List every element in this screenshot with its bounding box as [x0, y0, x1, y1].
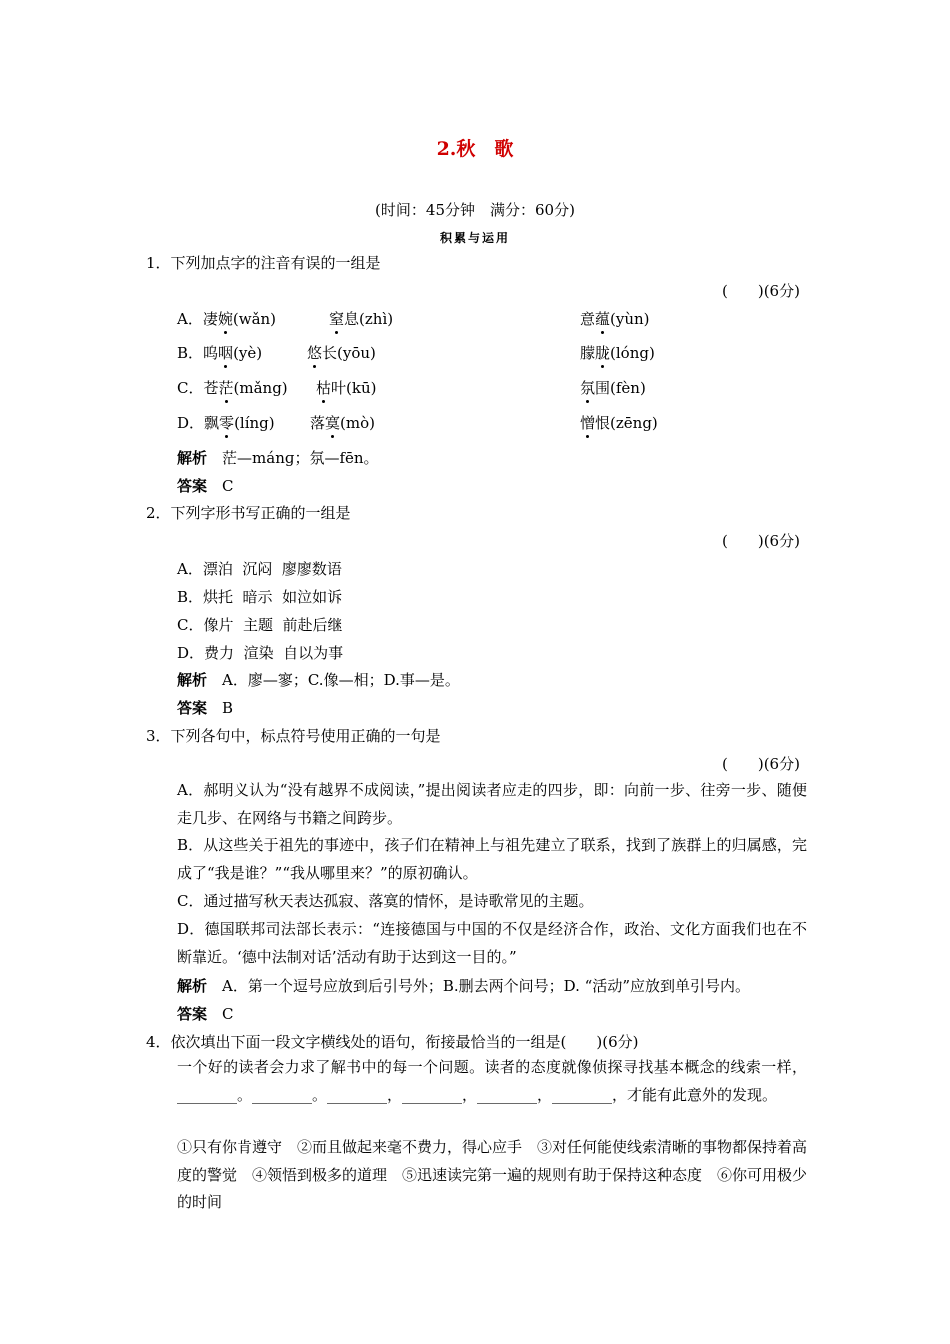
- q4-passage: 一个好的读者会力求了解书中的每一个问题。读者的态度就像侦探寻找基本概念的线索一样，________。________。________，________，________，________，才能有此意外的发现。: [177, 1058, 807, 1104]
- q1-option-d-word3: 憎恨(zēng): [580, 414, 658, 432]
- q3-option-c: C．通过描写秋天表达孤寂、落寞的情怀，是诗歌常见的主题。: [177, 892, 594, 910]
- q1-option-b-word2: 悠长(yōu): [307, 344, 376, 362]
- q2-stem: 2．下列字形书写正确的一组是: [146, 504, 351, 522]
- q1-option-c-word2: 枯叶(kū): [316, 379, 377, 397]
- q4-stem: 4．依次填出下面一段文字横线处的语句，衔接最恰当的一组是( )(6分): [146, 1033, 639, 1051]
- q1-score: ( )(6分): [722, 282, 800, 300]
- q2-option-b: B．烘托 暗示 如泣如诉: [177, 588, 343, 606]
- q1-option-a-word3: 意蕴(yùn): [580, 310, 650, 328]
- q1-option-c: C．苍茫(mǎng): [177, 379, 288, 397]
- q1-option-a: A．凄婉(wǎn): [177, 310, 277, 328]
- q2-option-a: A．漂泊 沉闷 廖廖数语: [177, 560, 342, 578]
- q1-option-b: B．呜咽(yè): [177, 344, 263, 362]
- q3-option-d: D．德国联邦司法部长表示：“连接德国与中国的不仅是经济合作，政治、文化方面我们也在不断靠近。‘德中法制对话’活动有助于达到这一目的。”: [177, 920, 807, 966]
- q3-analysis: 解析 A．第一个逗号应放到后引号外；B.删去两个问号；D. “活动”应放到单引号内。: [177, 977, 751, 995]
- q1-option-d: D．飘零(líng): [177, 414, 275, 432]
- q3-option-b: B．从这些关于祖先的事迹中，孩子们在精神上与祖先建立了联系，找到了族群上的归属感，完成了“我是谁？”“我从哪里来？”的原初确认。: [177, 836, 807, 882]
- q1-option-a-word2: 窒息(zhì): [329, 310, 394, 328]
- q2-answer: 答案 B: [177, 699, 234, 717]
- page-title: 2.秋 歌: [436, 138, 514, 160]
- q1-option-c-word3: 氛围(fèn): [580, 379, 646, 397]
- q3-stem: 3．下列各句中，标点符号使用正确的一句是: [146, 727, 441, 745]
- q3-score: ( )(6分): [722, 755, 800, 773]
- time-score-info: (时间：45分钟 满分：60分): [375, 201, 575, 219]
- q1-stem: 1．下列加点字的注音有误的一组是: [146, 254, 381, 272]
- q1-option-b-word3: 朦胧(lóng): [580, 344, 655, 362]
- q2-option-d: D．费力 渲染 自以为事: [177, 644, 344, 662]
- q2-score: ( )(6分): [722, 532, 800, 550]
- q1-answer: 答案 C: [177, 477, 234, 495]
- section-heading: 积累与运用: [439, 231, 510, 245]
- q4-choices: ①只有你肯遵守 ②而且做起来毫不费力，得心应手 ③对任何能使线索清晰的事物都保持着高度的警觉 ④领悟到极多的道理 ⑤迅速读完第一遍的规则有助于保持这种态度 ⑥你可用极少的时间: [177, 1138, 808, 1211]
- q1-option-d-word2: 落寞(mò): [310, 414, 375, 432]
- q2-analysis: 解析 A．廖—寥；C.像—相；D.事—是。: [177, 671, 460, 689]
- q3-option-a: A．郝明义认为“没有越界不成阅读，”提出阅读者应走的四步，即：向前一步、往旁一步、随便走几步、在网络与书籍之间跨步。: [177, 781, 807, 827]
- q1-analysis: 解析 茫—mánɡ；氛—fēn。: [177, 449, 379, 467]
- q2-option-c: C．像片 主题 前赴后继: [177, 616, 343, 634]
- q3-answer: 答案 C: [177, 1005, 234, 1023]
